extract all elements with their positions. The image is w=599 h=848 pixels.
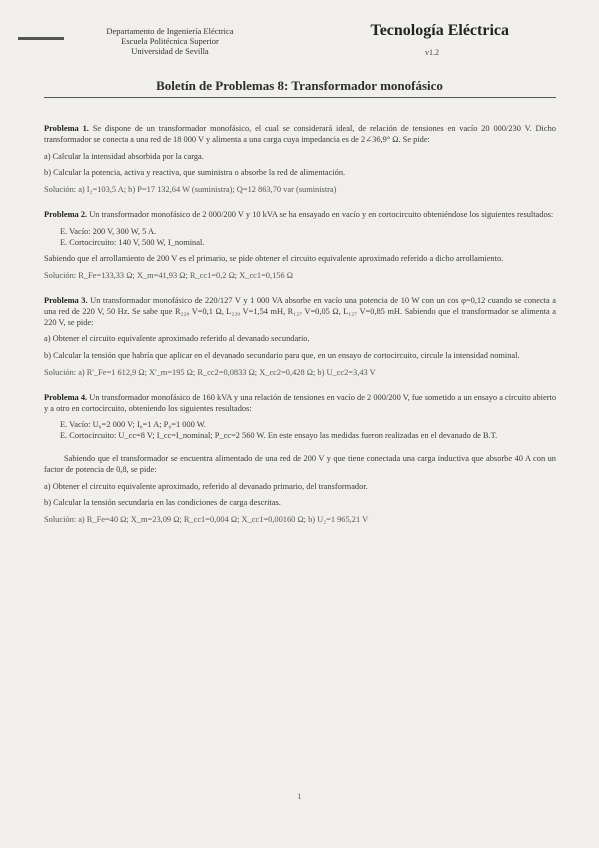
problem-item: a) Obtener el circuito equivalente aproximado referido al devanado secundario. bbox=[44, 334, 310, 344]
page-number: 1 bbox=[297, 792, 302, 801]
version-label: v1.2 bbox=[425, 48, 439, 57]
problem-4-request: Sabiendo que el transformador se encuentra alimentado de una red de 200 V y que tiene conectada una carga inductiva que absorbe 40 A con un factor de potencia de 0,8, se pide: bbox=[44, 453, 556, 474]
solution-label: Solución: bbox=[44, 185, 77, 195]
test-line: E. Cortocircuito: U_cc=8 V; I_cc=I_nominal; P_cc=2 560 W. En este ensayo las medidas fueron realizadas en el devanado de B.T. bbox=[60, 431, 498, 441]
test-line: E. Vacío: 200 V, 300 W, 5 A. bbox=[60, 226, 157, 236]
solution-text: R_Fe=133,33 Ω; X_m=41,93 Ω; R_cc1=0,2 Ω; X_cc1=0,156 Ω bbox=[78, 271, 293, 281]
solution-label: Solución: bbox=[44, 515, 77, 525]
bulletin-title: Boletín de Problemas 8: Transformador monofásico bbox=[156, 78, 443, 93]
problem-text: Un transformador monofásico de 220/127 V y 1 000 VA absorbe en vacío una potencia de 10 W con un cos φ=0,12 cuando se conecta a una red de 220 V, 50 Hz. Se sabe que R₂₂₀ V=0,1 Ω, L₂₂₀ V=1,54 mH, R₁₂₇ V=0,05 Ω, L₁₂₇ V=0,85 mH. Sabiendo que el transformador se alimenta a 220 V, se pide: bbox=[44, 295, 556, 327]
solution-text: a) I₂=103,5 A; b) P=17 132,64 W (suministra); Q=12 863,70 var (suministra) bbox=[78, 185, 337, 195]
solution-label: Solución: bbox=[44, 271, 77, 281]
title-rule bbox=[44, 97, 556, 98]
problem-4-statement bbox=[44, 393, 556, 415]
test-line: E. Cortocircuito: 140 V, 500 W, I_nominal. bbox=[60, 237, 205, 247]
problem-text: Un transformador monofásico de 160 kVA y una relación de tensiones en vacío de 2 000/200 V, fue sometido a un ensayo a circuito abierto y a otro en cortocircuito, obteniendo los siguientes resultados: bbox=[44, 392, 557, 413]
solution-label: Solución: bbox=[44, 367, 77, 377]
problem-2-statement bbox=[44, 210, 556, 221]
problem-heading: Problema 1. bbox=[44, 124, 89, 133]
problem-heading: Problema 2. bbox=[44, 209, 88, 219]
problems-content bbox=[44, 124, 556, 540]
problem-heading: Problema 4. bbox=[44, 392, 88, 402]
university-line: Universidad de Sevilla bbox=[131, 46, 209, 56]
department-block bbox=[70, 26, 270, 56]
test-line: E. Vacío: U₀=2 000 V; I₀=1 A; P₀=1 000 W. bbox=[60, 420, 206, 430]
problem-item: b) Calcular la tensión que habría que aplicar en el devanado secundario para que, en un ensayo de cortocircuito, circule la intensidad nominal. bbox=[44, 351, 520, 361]
problem-item: a) Obtener el circuito equivalente aproximado, referido al devanado primario, del transformador. bbox=[44, 481, 368, 491]
university-logo bbox=[18, 37, 64, 40]
school-line: Escuela Politécnica Superior bbox=[121, 36, 219, 46]
problem-text: Se dispone de un transformador monofásico, el cual se considerará ideal, de relación de tensiones en vacío 20 000/230 V. Dicho transformador se conecta a una red de 18 000 V y alimenta a una carga cuya impedancia es de 2∠36,9° Ω. Se pide: bbox=[44, 124, 556, 144]
problem-4-solution bbox=[44, 515, 556, 526]
problem-item: a) Calcular la intensidad absorbida por la carga. bbox=[44, 151, 204, 161]
problem-1-solution bbox=[44, 185, 556, 196]
solution-text: a) R_Fe=40 Ω; X_m=23,09 Ω; R_cc1=0,004 Ω; X_cc1=0,00160 Ω; b) U₂=1 965,21 V bbox=[78, 515, 369, 525]
solution-text: a) R'_Fe=1 612,9 Ω; X'_m=195 Ω; R_cc2=0,0833 Ω; X_cc2=0,428 Ω; b) U_cc2=3,43 V bbox=[78, 367, 376, 377]
problem-4-tests bbox=[44, 420, 556, 442]
problem-text: Un transformador monofásico de 2 000/200 V y 10 kVA se ha ensayado en vacío y en cortocircuito obteniéndose los siguientes resultados: bbox=[89, 209, 554, 219]
problem-3-statement bbox=[44, 296, 556, 328]
problem-2-tests bbox=[44, 227, 556, 249]
course-title: Tecnología Eléctrica bbox=[370, 22, 509, 39]
problem-1-statement bbox=[44, 124, 556, 146]
problem-2-solution bbox=[44, 271, 556, 282]
problem-2-request: Sabiendo que el arrollamiento de 200 V es el primario, se pide obtener el circuito equivalente aproximado referido a dicho arrollamiento. bbox=[44, 254, 504, 264]
problem-heading: Problema 3. bbox=[44, 295, 88, 305]
problem-3-solution bbox=[44, 368, 556, 379]
problem-item: b) Calcular la potencia, activa y reactiva, que suministra o absorbe la red de alimentación. bbox=[44, 168, 346, 178]
problem-item: b) Calcular la tensión secundaria en las condiciones de carga descritas. bbox=[44, 498, 281, 508]
dept-line: Departamento de Ingeniería Eléctrica bbox=[106, 26, 234, 36]
